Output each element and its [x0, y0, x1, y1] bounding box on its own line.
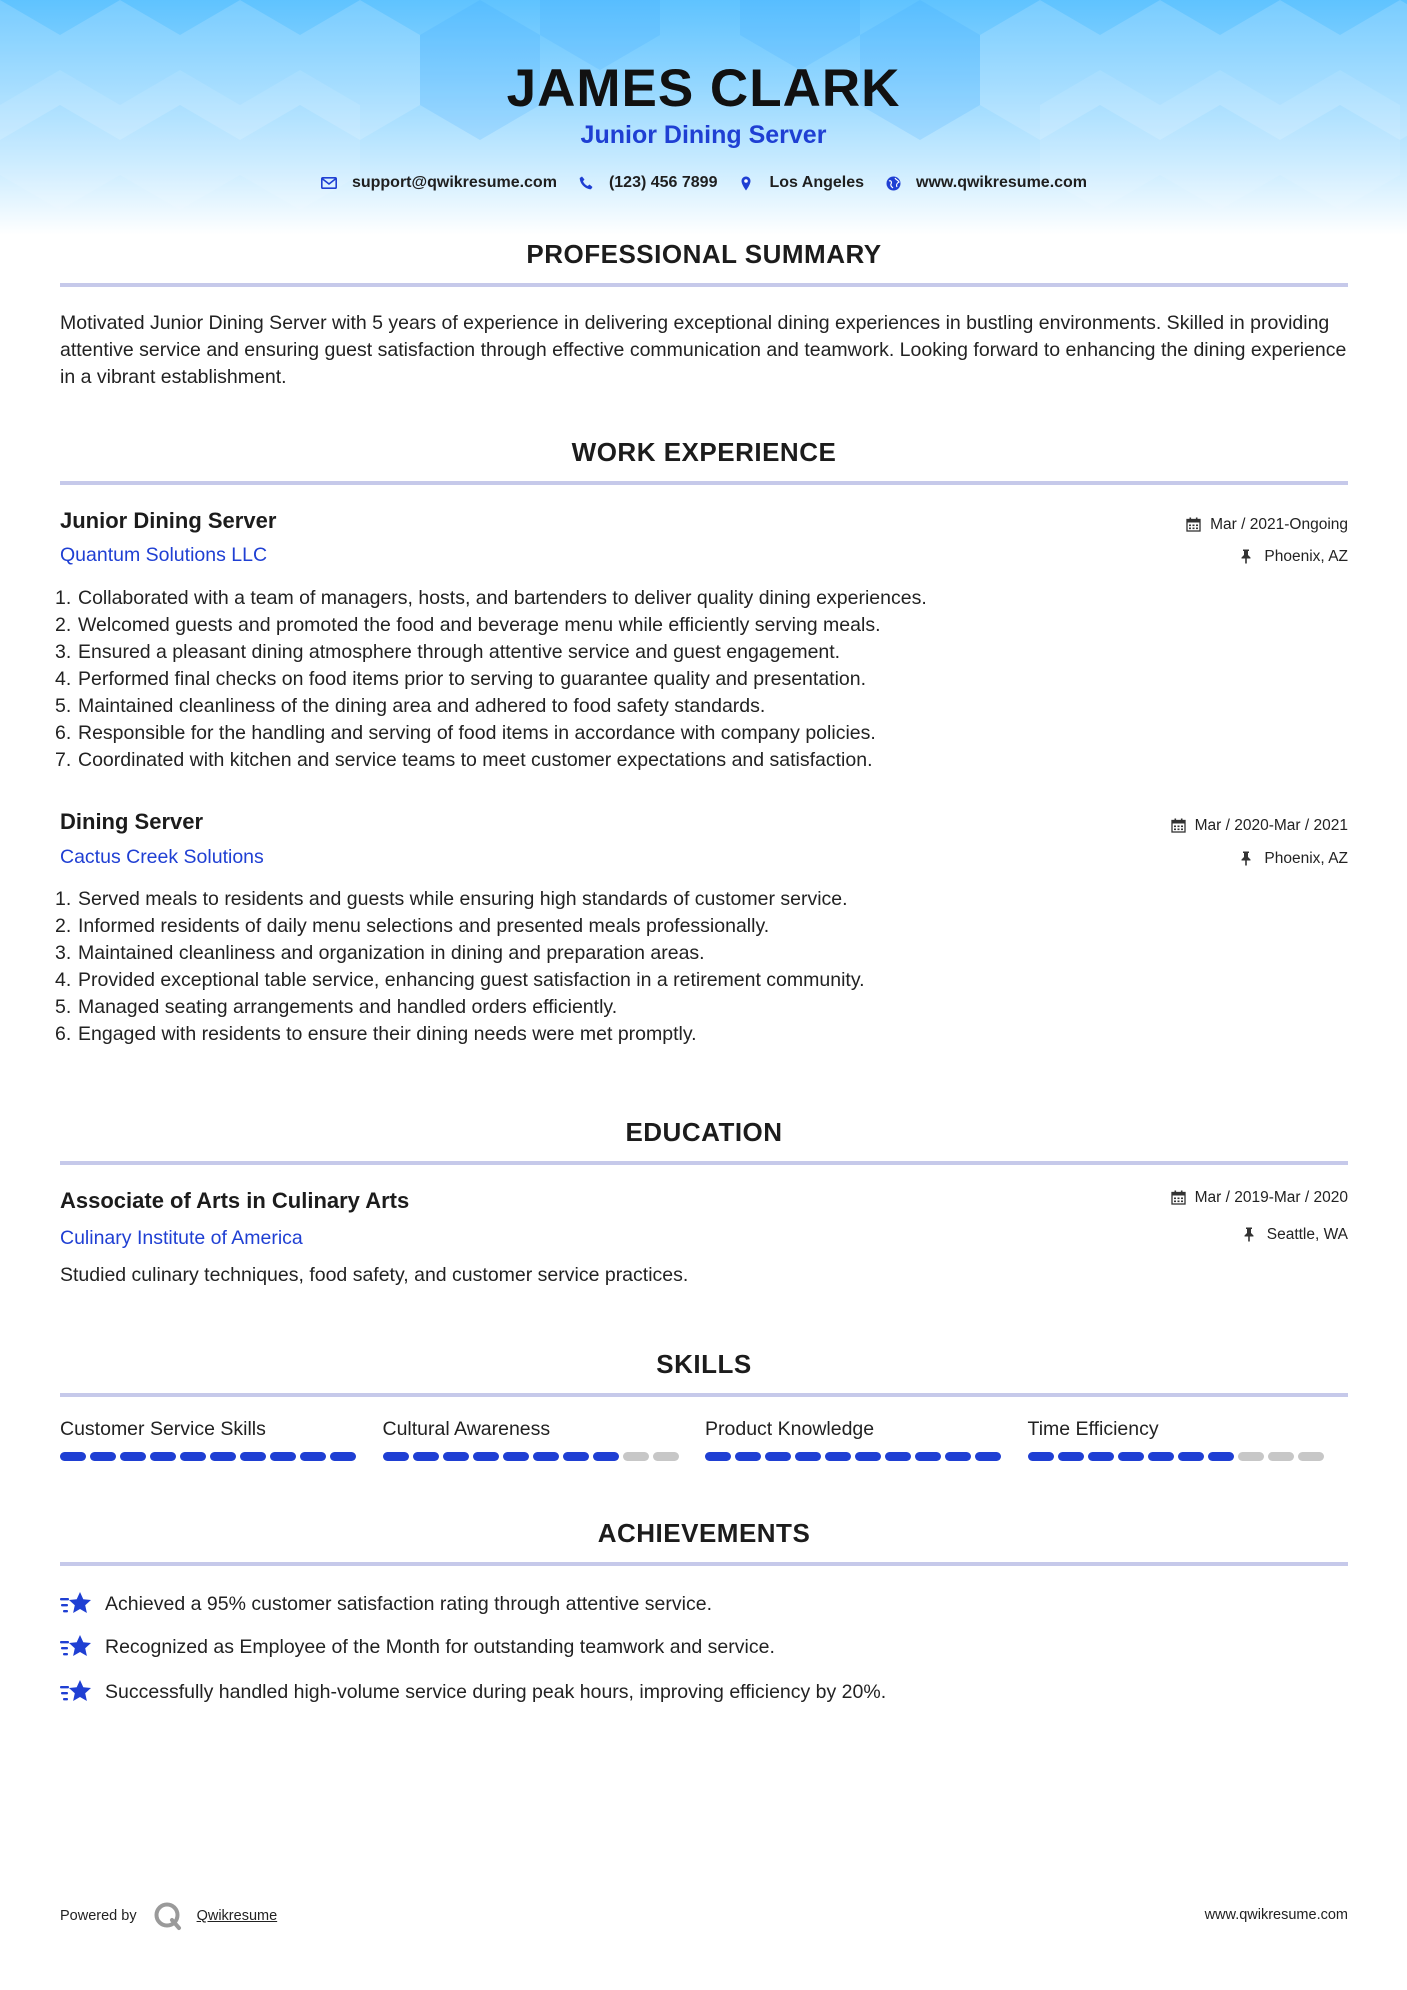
globe-icon	[884, 174, 902, 192]
phone-text: (123) 456 7899	[608, 174, 718, 191]
skill-segment-filled	[443, 1452, 469, 1461]
company-name: Quantum Solutions LLC	[60, 544, 268, 566]
powered-by-label: Powered by	[60, 1908, 137, 1924]
skills-heading: SKILLS	[656, 1349, 752, 1379]
skill-segment-filled	[855, 1452, 881, 1461]
achievement-item	[60, 1678, 886, 1706]
school-name: Culinary Institute of America	[60, 1227, 303, 1249]
skill-segment-filled	[1118, 1452, 1144, 1461]
qwikresume-logo-icon	[153, 1901, 183, 1931]
skill-segment-empty	[1298, 1452, 1324, 1461]
job-dates-text: Mar / 2020-Mar / 2021	[1194, 817, 1348, 834]
summary-heading: PROFESSIONAL SUMMARY	[526, 239, 882, 269]
skill-segment-filled	[915, 1452, 941, 1461]
duty-item: 4. Performed final checks on food items prior to serving to guarantee quality and presentation.	[55, 668, 867, 690]
skill-segment-filled	[300, 1452, 326, 1461]
education-location	[1243, 1226, 1348, 1244]
skill-segment-filled	[735, 1452, 761, 1461]
skill-segment-filled	[593, 1452, 619, 1461]
skill-name: Cultural Awareness	[382, 1418, 551, 1440]
section-divider	[60, 1562, 1348, 1566]
skill-segment-filled	[825, 1452, 851, 1461]
education-dates	[1171, 1189, 1348, 1207]
skill-segment-filled	[413, 1452, 439, 1461]
skill-level-bar	[60, 1452, 360, 1461]
duty-item: 1. Served meals to residents and guests while ensuring high standards of customer service.	[55, 888, 848, 910]
phone-icon	[577, 174, 595, 192]
education-description: Studied culinary techniques, food safety, and customer service practices.	[60, 1264, 689, 1286]
education-dates-text: Mar / 2019-Mar / 2020	[1194, 1189, 1348, 1206]
skill-segment-filled	[383, 1452, 409, 1461]
duty-item: 5. Managed seating arrangements and handled orders efficiently.	[55, 996, 618, 1018]
job-title: Dining Server	[60, 809, 204, 834]
skill-segment-filled	[705, 1452, 731, 1461]
duty-item: 7. Coordinated with kitchen and service teams to meet customer expectations and satisfaction.	[55, 749, 873, 771]
achievement-item	[60, 1633, 775, 1661]
skill-segment-filled	[473, 1452, 499, 1461]
skill-segment-filled	[885, 1452, 911, 1461]
experience-heading: WORK EXPERIENCE	[571, 437, 837, 467]
envelope-icon	[320, 174, 338, 192]
job-location	[1240, 548, 1348, 566]
section-divider	[60, 1393, 1348, 1397]
skill-segment-empty	[1268, 1452, 1294, 1461]
skill-segment-filled	[1088, 1452, 1114, 1461]
footer-powered-by	[60, 1901, 277, 1931]
skill-segment-filled	[795, 1452, 821, 1461]
location-text: Los Angeles	[769, 174, 865, 191]
map-pin-icon	[737, 174, 755, 192]
skill-item	[383, 1418, 706, 1461]
skill-segment-filled	[240, 1452, 266, 1461]
skill-segment-filled	[1208, 1452, 1234, 1461]
job-dates	[1171, 817, 1348, 835]
skills-list	[60, 1418, 1350, 1461]
star-icon	[60, 1590, 92, 1618]
duty-item: 6. Engaged with residents to ensure their dining needs were met promptly.	[55, 1023, 697, 1045]
skill-segment-filled	[210, 1452, 236, 1461]
skill-segment-filled	[563, 1452, 589, 1461]
duty-item: 4. Provided exceptional table service, enhancing guest satisfaction in a retirement community.	[55, 969, 865, 991]
achievement-text: Successfully handled high-volume service during peak hours, improving efficiency by 20%.	[105, 1680, 887, 1703]
job-duties-list	[55, 585, 1255, 774]
achievements-heading: ACHIEVEMENTS	[597, 1518, 811, 1548]
skill-segment-empty	[1238, 1452, 1264, 1461]
email-text: support@qwikresume.com	[351, 174, 557, 191]
skill-segment-filled	[180, 1452, 206, 1461]
skill-name: Time Efficiency	[1027, 1418, 1159, 1440]
section-divider	[60, 481, 1348, 485]
candidate-name: JAMES CLARK	[506, 59, 901, 118]
contact-location	[737, 174, 864, 192]
skill-segment-empty	[623, 1452, 649, 1461]
calendar-icon	[1171, 818, 1187, 834]
contact-website[interactable]	[884, 174, 1087, 192]
job-location-text: Phoenix, AZ	[1264, 548, 1348, 565]
skill-segment-filled	[945, 1452, 971, 1461]
duty-item: 1. Collaborated with a team of managers, hosts, and bartenders to deliver quality dining experiences.	[55, 587, 927, 609]
achievement-item	[60, 1590, 712, 1618]
contact-email[interactable]	[320, 174, 557, 192]
website-text: www.qwikresume.com	[916, 174, 1088, 191]
skill-segment-filled	[975, 1452, 1001, 1461]
skill-level-bar	[1028, 1452, 1328, 1461]
candidate-title: Junior Dining Server	[580, 121, 827, 149]
section-divider	[60, 283, 1348, 287]
skill-segment-empty	[653, 1452, 679, 1461]
calendar-icon	[1171, 1190, 1187, 1206]
skill-segment-filled	[1148, 1452, 1174, 1461]
skill-segment-filled	[1178, 1452, 1204, 1461]
skill-item	[705, 1418, 1028, 1461]
pushpin-icon	[1243, 1227, 1259, 1243]
skill-segment-filled	[533, 1452, 559, 1461]
skill-segment-filled	[270, 1452, 296, 1461]
skill-name: Customer Service Skills	[60, 1418, 266, 1440]
summary-text: Motivated Junior Dining Server with 5 years of experience in delivering exceptional dining experiences in bustling environments. Skilled in providing attentive service and ensuring guest satisfaction through effective communication and teamwork. Looking forward to enhancing the dining experience in a vibrant establishment.	[60, 312, 1347, 388]
skill-segment-filled	[150, 1452, 176, 1461]
footer-website[interactable]: www.qwikresume.com	[1204, 1907, 1348, 1923]
skill-segment-filled	[60, 1452, 86, 1461]
skill-segment-filled	[90, 1452, 116, 1461]
skill-name: Product Knowledge	[705, 1418, 875, 1440]
job-dates	[1186, 516, 1348, 534]
calendar-icon	[1186, 517, 1202, 533]
job-location-text: Phoenix, AZ	[1264, 850, 1348, 867]
skill-segment-filled	[120, 1452, 146, 1461]
duty-item: 3. Maintained cleanliness and organization in dining and preparation areas.	[55, 942, 705, 964]
education-heading: EDUCATION	[625, 1117, 783, 1147]
pushpin-icon	[1240, 851, 1256, 867]
qwikresume-link[interactable]: Qwikresume	[196, 1908, 278, 1924]
skill-level-bar	[705, 1452, 1005, 1461]
star-icon	[60, 1678, 92, 1706]
achievement-text: Achieved a 95% customer satisfaction rating through attentive service.	[105, 1592, 712, 1615]
education-location-text: Seattle, WA	[1266, 1226, 1348, 1243]
section-divider	[60, 1161, 1348, 1165]
contact-phone[interactable]	[577, 174, 718, 192]
duty-item: 3. Ensured a pleasant dining atmosphere through attentive service and guest engagement.	[55, 641, 841, 663]
duty-item: 6. Responsible for the handling and serving of food items in accordance with company policies.	[55, 722, 876, 744]
skill-segment-filled	[503, 1452, 529, 1461]
job-duties-list	[55, 886, 1255, 1048]
skill-segment-filled	[330, 1452, 356, 1461]
achievement-text: Recognized as Employee of the Month for outstanding teamwork and service.	[105, 1635, 775, 1658]
skill-segment-filled	[1028, 1452, 1054, 1461]
skill-segment-filled	[1058, 1452, 1084, 1461]
skill-level-bar	[383, 1452, 683, 1461]
pushpin-icon	[1240, 549, 1256, 565]
duty-item: 2. Welcomed guests and promoted the food and beverage menu while efficiently serving meals.	[55, 614, 881, 636]
job-dates-text: Mar / 2021-Ongoing	[1210, 516, 1348, 533]
duty-item: 2. Informed residents of daily menu selections and presented meals professionally.	[55, 915, 770, 937]
degree-title: Associate of Arts in Culinary Arts	[60, 1188, 410, 1213]
contact-bar	[0, 174, 1407, 192]
star-icon	[60, 1633, 92, 1661]
skill-item	[60, 1418, 383, 1461]
duty-item: 5. Maintained cleanliness of the dining area and adhered to food safety standards.	[55, 695, 766, 717]
company-name: Cactus Creek Solutions	[60, 846, 264, 868]
skill-segment-filled	[765, 1452, 791, 1461]
job-title: Junior Dining Server	[60, 508, 277, 533]
job-location	[1240, 850, 1348, 868]
skill-item	[1028, 1418, 1351, 1461]
